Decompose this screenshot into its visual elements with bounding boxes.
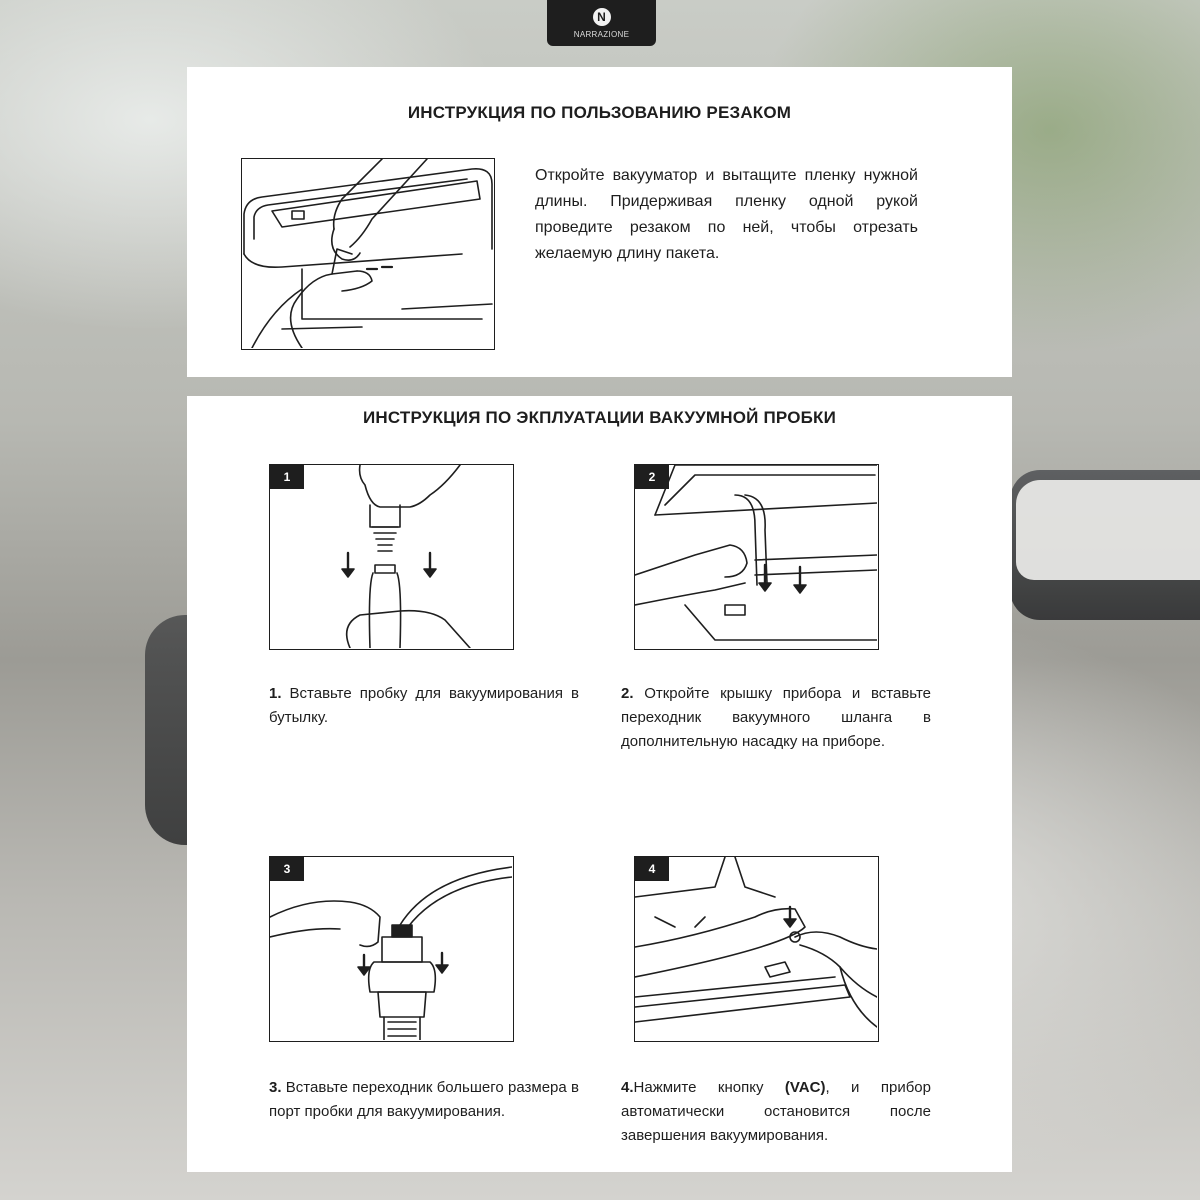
- step-2-illustration: [634, 464, 879, 650]
- brand-logo: [547, 0, 656, 46]
- step-1-badge: 1: [270, 465, 304, 489]
- step-4-number: 4.: [621, 1079, 634, 1096]
- step-3-badge: 3: [270, 857, 304, 881]
- step-2-badge: 2: [635, 465, 669, 489]
- step-2-body: Откройте крышку прибора и вставьте переходник вакуумного шланга в дополнительную насадку на приборе.: [621, 685, 931, 750]
- step-3-illustration: [269, 856, 514, 1042]
- step-4-button-label: (VAC): [784, 1079, 826, 1096]
- step-4-body: Нажмите кнопку: [633, 1079, 785, 1096]
- step-1-body: Вставьте пробку для вакуумирования в бутылку.: [269, 685, 579, 726]
- step-4-body-tail: , и прибор автоматически остановится после завершения вакуумирования.: [621, 1079, 931, 1144]
- step-1-number: 1.: [269, 685, 282, 702]
- cutter-card: [187, 67, 1012, 377]
- cutter-illustration: [241, 158, 495, 350]
- step-2-text: [621, 682, 931, 754]
- step-4-badge: 4: [635, 857, 669, 881]
- logo-mark: N: [593, 8, 611, 26]
- logo-text: NARRAZIONE: [573, 29, 630, 39]
- step-1-text: [269, 682, 579, 730]
- step-4-text: [621, 1076, 931, 1148]
- cutter-title: ИНСТРУКЦИЯ ПО ПОЛЬЗОВАНИЮ РЕЗАКОМ: [407, 103, 792, 122]
- step-4-illustration: [634, 856, 879, 1042]
- step-2-number: 2.: [621, 685, 634, 702]
- step-1-illustration: [269, 464, 514, 650]
- step-3-text: [269, 1076, 579, 1124]
- step-3-body: Вставьте переходник большего размера в порт пробки для вакуумирования.: [269, 1079, 579, 1120]
- cutter-text: Откройте вакууматор и вытащите пленку нужной длины. Придерживая пленку одной рукой проведите резаком по ней, чтобы отрезать желаемую длину пакета.: [535, 167, 918, 262]
- stopper-card: [187, 396, 1012, 1172]
- step-3-number: 3.: [269, 1079, 282, 1096]
- stopper-title: ИНСТРУКЦИЯ ПО ЭКПЛУАТАЦИИ ВАКУУМНОЙ ПРОБКИ: [362, 408, 837, 427]
- background-device-right: [1010, 470, 1200, 620]
